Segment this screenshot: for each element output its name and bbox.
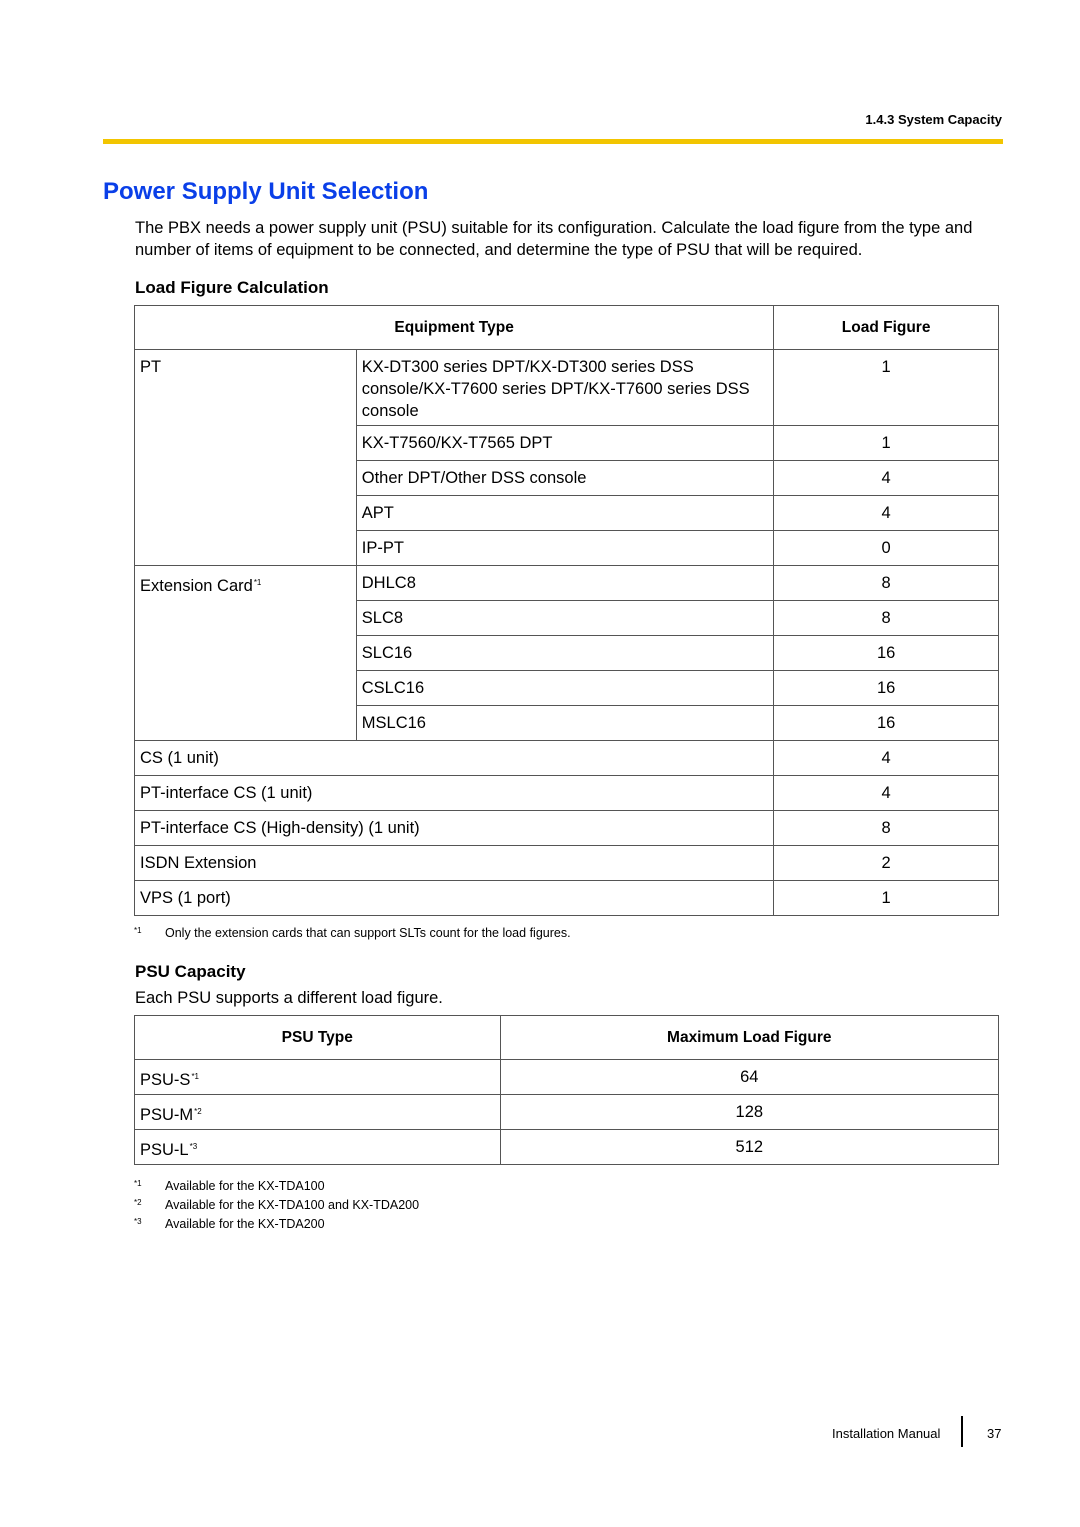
psu-type-header: PSU Type [135, 1016, 501, 1060]
table-row [135, 846, 999, 881]
load-cell: 16 [774, 636, 999, 671]
load-cell: 8 [774, 601, 999, 636]
load-cell: 4 [774, 461, 999, 496]
footnote-mark: *3 [134, 1217, 142, 1226]
table-row [135, 1060, 999, 1095]
psu-type-cell: PSU-$M^{*2}$ [135, 1095, 501, 1130]
section-reference: 1.4.3 System Capacity [865, 112, 1002, 127]
max-load-cell: 128 [500, 1095, 998, 1130]
load-cell: 16 [774, 706, 999, 741]
load-cell: 1 [774, 881, 999, 916]
equipment-cell: ISDN Extension [135, 846, 774, 881]
table-row [135, 1130, 999, 1165]
equipment-type-header: Equipment Type [135, 306, 774, 350]
max-load-header: Maximum Load Figure [500, 1016, 998, 1060]
load-cell: 8 [774, 811, 999, 846]
max-load-cell: 512 [500, 1130, 998, 1165]
psu-intro: Each PSU supports a different load figure. [135, 989, 443, 1007]
page-title: Power Supply Unit Selection [103, 178, 429, 205]
equipment-cell: KX-DT300 series DPT/KX-DT300 series DSS console/KX-T7600 series DPT/KX-T7600 series DSS console [356, 350, 773, 426]
footnote-mark: *1 [253, 578, 262, 587]
equipment-cell: PT-interface CS (High-density) (1 unit) [135, 811, 774, 846]
psu-capacity-heading: PSU Capacity [135, 962, 246, 981]
equipment-cell: APT [356, 496, 773, 531]
table-row [135, 741, 999, 776]
footnote-mark: *1 [134, 1179, 142, 1188]
load-cell: 4 [774, 776, 999, 811]
load-cell: 2 [774, 846, 999, 881]
psu-footnote [134, 1179, 325, 1193]
table-header-row [135, 306, 999, 350]
psu-capacity-table [134, 1015, 999, 1165]
equipment-cell: MSLC16 [356, 706, 773, 741]
table-row [135, 811, 999, 846]
footnote-text: Available for the KX-TDA100 and KX-TDA200 [165, 1198, 420, 1212]
footnote-text: Available for the KX-TDA200 [165, 1217, 325, 1231]
equipment-cell: SLC16 [356, 636, 773, 671]
table-row [135, 1095, 999, 1130]
footer-manual-label: Installation Manual [832, 1426, 941, 1441]
load-figure-heading: Load Figure Calculation [135, 278, 329, 297]
load-cell: 8 [774, 566, 999, 601]
equipment-cell: SLC8 [356, 601, 773, 636]
page-number: 37 [987, 1426, 1002, 1441]
intro-paragraph: The PBX needs a power supply unit (PSU) suitable for its configuration. Calculate the load figure from the type and number of items of equipment to be connected, and determine the type of PSU that will be required. [135, 219, 973, 259]
load-figure-table [134, 305, 999, 916]
equipment-cell: CSLC16 [356, 671, 773, 706]
load-cell: 4 [774, 496, 999, 531]
footnote-mark: *1 [134, 926, 142, 935]
table-header-row [135, 1016, 999, 1060]
load-cell: 16 [774, 671, 999, 706]
footnote-mark: *1 [191, 1072, 199, 1081]
equipment-cell: VPS (1 port) [135, 881, 774, 916]
load-cell: 0 [774, 531, 999, 566]
table-row [135, 566, 999, 601]
psu-type-cell: PSU-$S^{*1}$ [135, 1060, 501, 1095]
load-cell: 1 [774, 426, 999, 461]
footnote-mark: *3 [189, 1142, 198, 1151]
psu-footnote [134, 1217, 325, 1231]
footnote-text: Available for the KX-TDA100 [165, 1179, 325, 1193]
table-row [135, 776, 999, 811]
table-row [135, 350, 999, 426]
group-cell-pt: PT [135, 350, 357, 566]
footnote-text: Only the extension cards that can support SLTs count for the load figures. [165, 926, 571, 940]
header-rule [103, 139, 1003, 144]
psu-footnote [134, 1198, 419, 1212]
load-cell: 4 [774, 741, 999, 776]
equipment-cell: DHLC8 [356, 566, 773, 601]
footnote-mark: *2 [194, 1107, 202, 1116]
max-load-cell: 64 [500, 1060, 998, 1095]
footnote-mark: *2 [134, 1198, 142, 1207]
load-figure-header: Load Figure [774, 306, 999, 350]
group-cell-extension-card: Extension Card$^{*1}$ [135, 566, 357, 741]
equipment-cell: PT-interface CS (1 unit) [135, 776, 774, 811]
footer-divider [961, 1416, 963, 1447]
load-cell: 1 [774, 350, 999, 426]
table-row [135, 881, 999, 916]
equipment-cell: CS (1 unit) [135, 741, 774, 776]
equipment-cell: Other DPT/Other DSS console [356, 461, 773, 496]
equipment-cell: IP-PT [356, 531, 773, 566]
psu-type-cell: PSU-$L^{*3}$ [135, 1130, 501, 1165]
load-footnote [134, 926, 571, 940]
equipment-cell: KX-T7560/KX-T7565 DPT [356, 426, 773, 461]
